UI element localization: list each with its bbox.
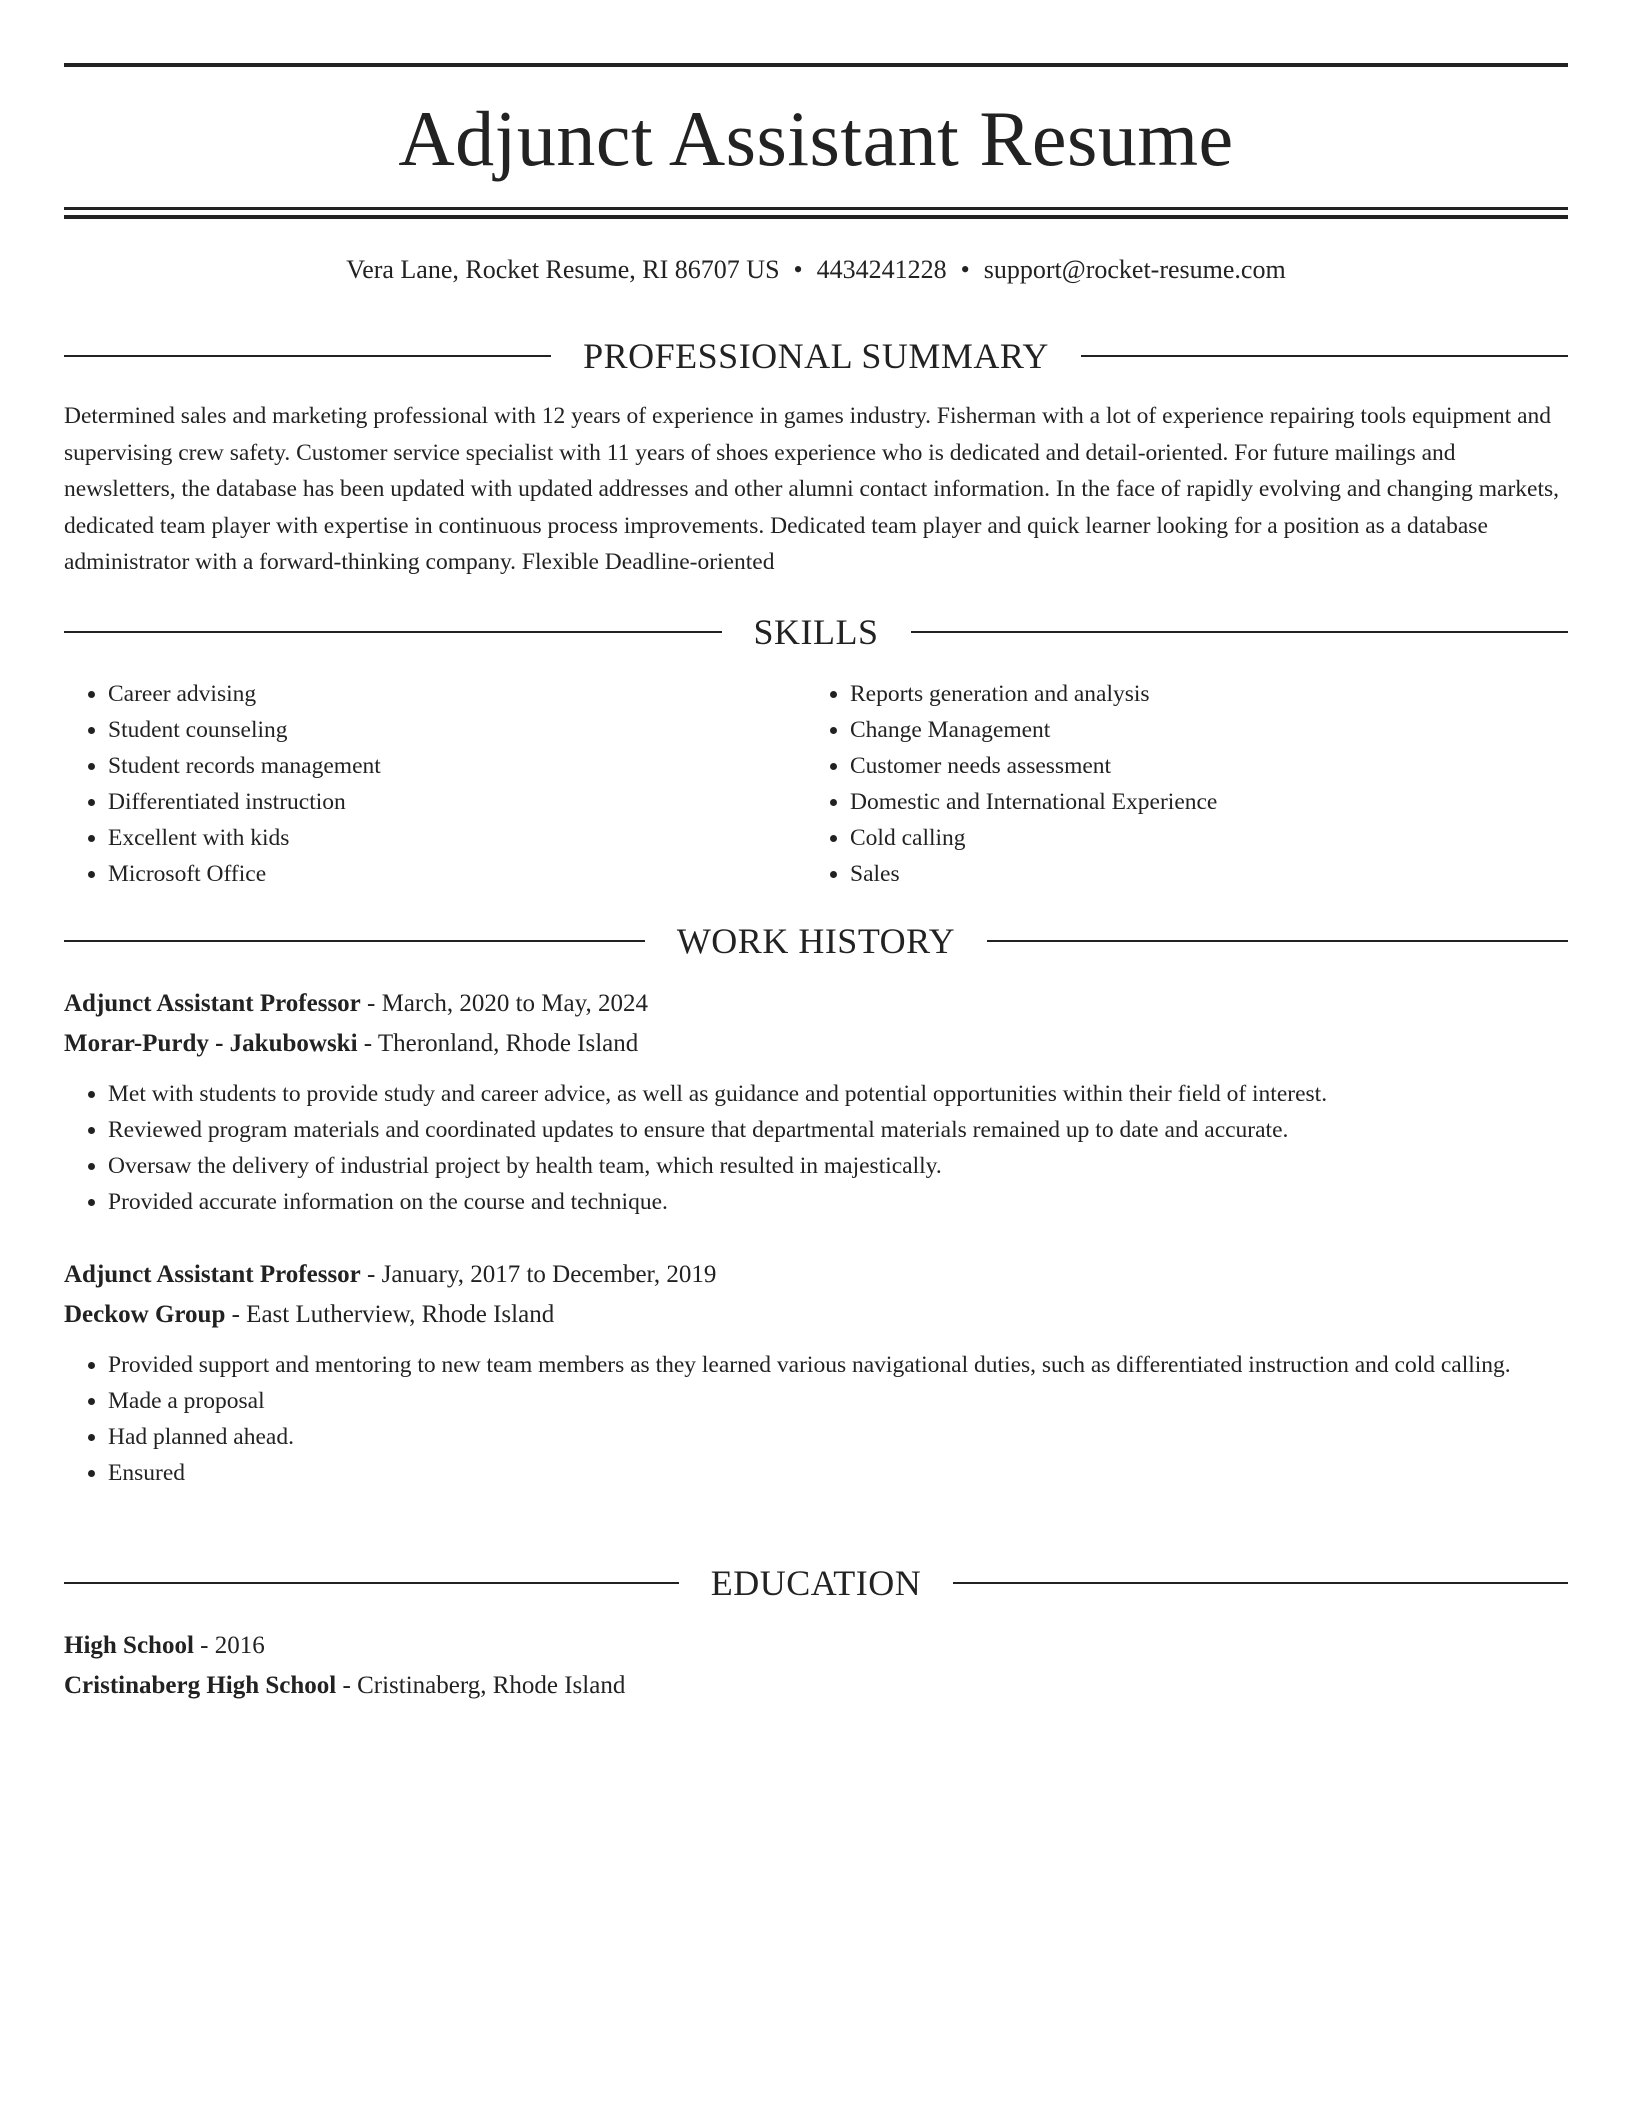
header-top-rule (64, 63, 1568, 67)
education-year: - 2016 (193, 1632, 265, 1659)
skill-item: • Customer needs assessment (850, 748, 1506, 784)
skills-column-left (64, 676, 764, 892)
job-location: - East Lutherview, Rhode Island (225, 1301, 555, 1328)
section-header-summary (64, 334, 1568, 378)
job-bullet: • Made a proposal (108, 1383, 1568, 1419)
contact-email: support@rocket-resume.com (983, 255, 1286, 284)
section-title-summary: PROFESSIONAL SUMMARY (583, 336, 1049, 376)
section-header-skills (64, 610, 1568, 654)
job-bullet: • Had planned ahead. (108, 1419, 1568, 1455)
header-double-rule (64, 207, 1568, 219)
job-dates: - January, 2017 to December, 2019 (360, 1261, 717, 1288)
job-bullet: • Ensured (108, 1455, 1568, 1491)
skill-item: • Student counseling (108, 712, 764, 748)
job-title: Adjunct Assistant Professor (64, 990, 361, 1017)
job-entry (64, 984, 1568, 1220)
job-company-line (64, 1295, 1568, 1335)
contact-separator: • (793, 255, 803, 284)
job-title-line (64, 984, 1568, 1024)
job-bullet: • Provided accurate information on the course and technique. (108, 1184, 1568, 1220)
section-header-work (64, 919, 1568, 963)
summary-text: Determined sales and marketing professional with 12 years of experience in games industry. Fisherman with a lot of experience repairing tools equipment and supervising crew safety. Customer service specialist with 11 years of shoes experience who is dedicated and detail-oriented. For future mailings and newsletters, the database has been updated with updated addresses and other alumni contact information. In the face of rapidly evolving and changing markets, dedicated team player with expertise in continuous process improvements. Dedicated team player and quick learner looking for a position as a database administrator with a forward-thinking company. Flexible Deadline-oriented (64, 403, 1560, 575)
contact-line (64, 252, 1568, 288)
section-header-education (64, 1561, 1568, 1605)
job-title-line (64, 1255, 1568, 1295)
contact-separator: • (960, 255, 970, 284)
education-degree-line (64, 1626, 1568, 1666)
skill-item: • Student records management (108, 748, 764, 784)
education-degree: High School (64, 1632, 194, 1659)
education-school-line (64, 1666, 1568, 1706)
skill-item: • Sales (850, 856, 1506, 892)
resume-title: Adjunct Assistant Resume (398, 95, 1234, 182)
skill-item: • Career advising (108, 676, 764, 712)
contact-phone: 4434241228 (816, 255, 947, 284)
job-title: Adjunct Assistant Professor (64, 1261, 361, 1288)
skill-item: • Excellent with kids (108, 820, 764, 856)
skill-item: • Differentiated instruction (108, 784, 764, 820)
job-bullet: • Provided support and mentoring to new team members as they learned various navigational duties, such as differentiated instruction and cold calling. (108, 1347, 1568, 1383)
job-dates: - March, 2020 to May, 2024 (360, 990, 648, 1017)
skill-item: • Change Management (850, 712, 1506, 748)
job-bullet: • Reviewed program materials and coordinated updates to ensure that departmental materials remained up to date and accurate. (108, 1112, 1568, 1148)
job-company: Deckow Group (64, 1301, 226, 1328)
contact-address: Vera Lane, Rocket Resume, RI 86707 US (346, 255, 780, 284)
skill-item: • Cold calling (850, 820, 1506, 856)
education-location: - Cristinaberg, Rhode Island (336, 1672, 626, 1699)
education-school: Cristinaberg High School (64, 1672, 337, 1699)
skill-item: • Domestic and International Experience (850, 784, 1506, 820)
job-bullet: • Oversaw the delivery of industrial project by health team, which resulted in majestically. (108, 1148, 1568, 1184)
section-title-work: WORK HISTORY (676, 921, 956, 961)
skills-column-right (806, 676, 1506, 892)
section-title-skills: SKILLS (753, 612, 879, 652)
job-company-line (64, 1024, 1568, 1064)
education-entry (64, 1626, 1568, 1706)
section-title-education: EDUCATION (710, 1563, 922, 1603)
skill-item: • Microsoft Office (108, 856, 764, 892)
job-bullet: • Met with students to provide study and career advice, as well as guidance and potential opportunities within their field of interest. (108, 1076, 1568, 1112)
job-entry (64, 1255, 1568, 1491)
job-location: - Theronland, Rhode Island (357, 1030, 639, 1057)
job-company: Morar-Purdy - Jakubowski (64, 1030, 358, 1057)
skill-item: • Reports generation and analysis (850, 676, 1506, 712)
